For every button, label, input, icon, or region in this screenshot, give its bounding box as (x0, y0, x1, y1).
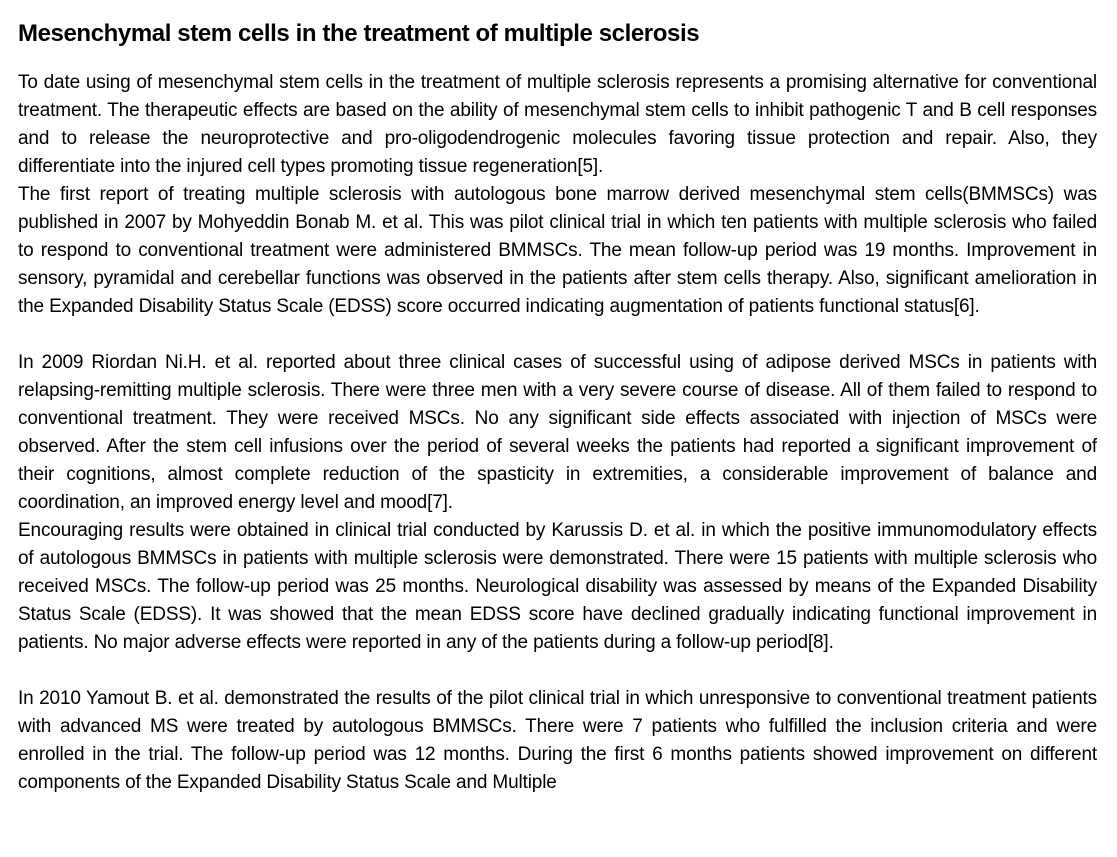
document-body (18, 69, 1097, 797)
page-title: Mesenchymal stem cells in the treatment of multiple sclerosis (18, 20, 700, 47)
paragraph-karussis-trial: Encouraging results were obtained in clinical trial conducted by Karussis D. et al. in which the positive immunomodulatory effects of autologous BMMSCs in patients with multiple sclerosis were demonstrated. There were 15 patients with multiple sclerosis who received MSCs. The follow-up period was 25 months. Neurological disability was assessed by means of the Expanded Disability Status Scale (EDSS). It was showed that the mean EDSS score have declined gradually indicating functional improvement in patients. No major adverse effects were reported in any of the patients during a follow-up period[8]. (18, 520, 1097, 653)
paragraph-riordan-2009: In 2009 Riordan Ni.H. et al. reported about three clinical cases of successful using of adipose derived MSCs in patients with relapsing-remitting multiple sclerosis. There were three men with a very severe course of disease. All of them failed to respond to conventional treatment. They were received MSCs. No any significant side effects associated with injection of MSCs were observed. After the stem cell infusions over the period of several weeks the patients had reported a significant improvement of their cognitions, almost complete reduction of the spasticity in extremities, a considerable improvement of balance and coordination, an improved energy level and mood[7]. (18, 352, 1097, 513)
paragraph-yamout-2010: In 2010 Yamout B. et al. demonstrated the results of the pilot clinical trial in which unresponsive to conventional treatment patients with advanced MS were treated by autologous BMMSCs. There were 7 patients who fulfilled the inclusion criteria and were enrolled in the trial. The follow-up period was 12 months. During the first 6 months patients showed improvement on different components of the Expanded Disability Status Scale and Multiple (18, 688, 1097, 793)
paragraph-msc-overview: To date using of mesenchymal stem cells in the treatment of multiple sclerosis represents a promising alternative for conventional treatment. The therapeutic effects are based on the ability of mesenchymal stem cells to inhibit pathogenic T and B cell responses and to release the neuroprotective and pro-oligodendrogenic molecules favoring tissue protection and repair. Also, they differentiate into the injured cell types promoting tissue regeneration[5]. (18, 72, 1097, 177)
paragraph-first-report-2007: The first report of treating multiple sclerosis with autologous bone marrow derived mesenchymal stem cells(BMMSCs) was published in 2007 by Mohyeddin Bonab M. et al. This was pilot clinical trial in which ten patients with multiple sclerosis who failed to respond to conventional treatment were administered BMMSCs. The mean follow-up period was 19 months. Improvement in sensory, pyramidal and cerebellar functions was observed in the patients after stem cells therapy. Also, significant amelioration in the Expanded Disability Status Scale (EDSS) score occurred indicating augmentation of patients functional status[6]. (18, 184, 1097, 317)
document-page (18, 0, 1097, 857)
